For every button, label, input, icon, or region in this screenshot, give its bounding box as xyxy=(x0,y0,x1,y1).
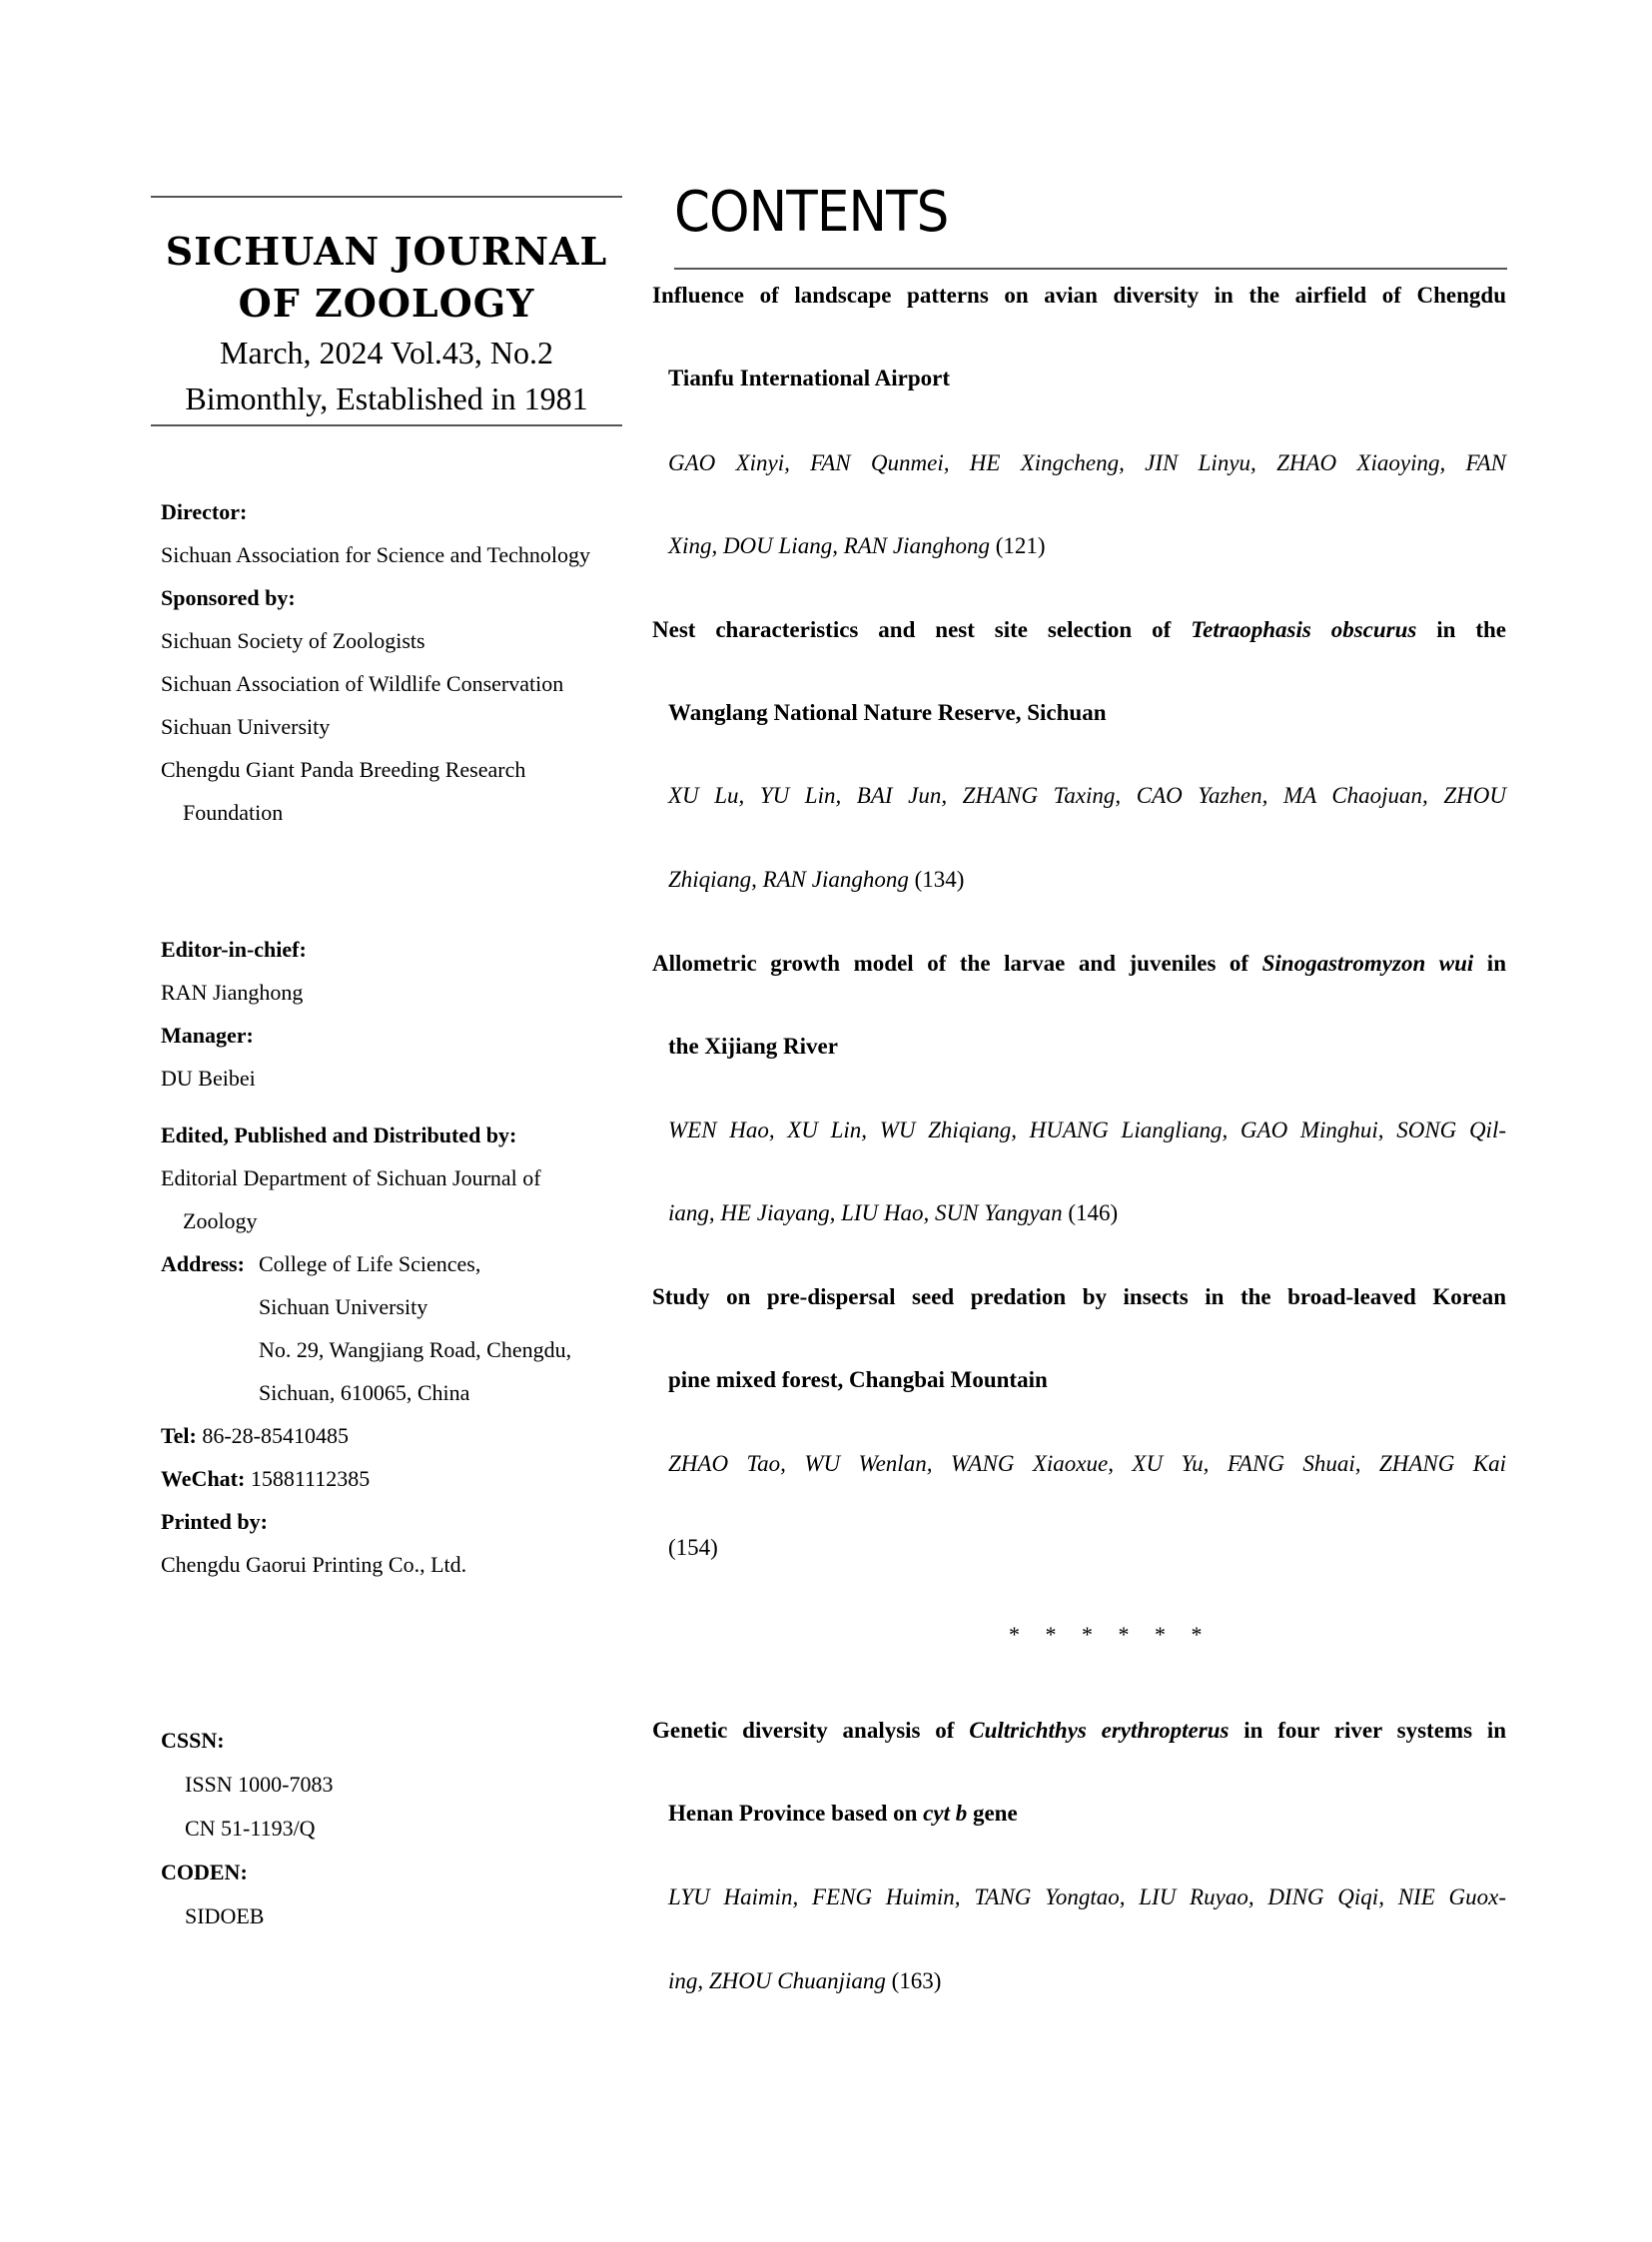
sponsor-item: Sichuan University xyxy=(161,714,331,739)
article-title: the Xijiang River xyxy=(668,1034,838,1059)
sponsor-item: Chengdu Giant Panda Breeding Research xyxy=(161,757,526,782)
masthead-top-rule xyxy=(151,196,622,198)
editor-value: RAN Jianghong xyxy=(161,980,304,1005)
wechat-value: 15881112385 xyxy=(250,1466,371,1491)
article-title: Study on pre-dispersal seed predation by insects in the broad-leaved Korean xyxy=(652,1284,1506,1309)
director-label: Director: xyxy=(161,499,248,524)
edited-value: Editorial Department of Sichuan Journal of xyxy=(161,1165,541,1190)
gene-name: cyt b xyxy=(923,1801,968,1826)
article-title: Influence of landscape patterns on avian diversity in the airfield of Chengdu xyxy=(652,283,1506,308)
tel-label: Tel: xyxy=(161,1423,197,1448)
tel-row xyxy=(161,1423,349,1449)
address-line: Sichuan University xyxy=(259,1294,428,1319)
article-title: Genetic diversity analysis of Cultrichthys erythropterus in four river systems in xyxy=(652,1718,1507,1743)
contents-rule xyxy=(674,268,1507,270)
journal-title-line1: SICHUAN JOURNAL xyxy=(165,229,608,274)
journal-title xyxy=(151,226,622,330)
page-number: (121) xyxy=(995,533,1046,558)
issn-value: ISSN 1000-7083 xyxy=(185,1772,334,1797)
coden-value: SIDOEB xyxy=(185,1903,265,1928)
sponsor-item: Sichuan Society of Zoologists xyxy=(161,628,425,653)
article-authors: ZHAO Tao, WU Wenlan, WANG Xiaoxue, XU Yu, FANG Shuai, ZHANG Kai xyxy=(668,1451,1506,1476)
manager-label: Manager: xyxy=(161,1023,254,1048)
sponsor-item: Foundation xyxy=(183,800,284,825)
species-name: Sinogastromyzon wui xyxy=(1261,951,1474,976)
edited-value: Zoology xyxy=(183,1208,258,1233)
article-authors: iang, HE Jiayang, LIU Hao, SUN Yangyan (146) xyxy=(668,1200,1119,1225)
wechat-label: WeChat: xyxy=(161,1466,246,1491)
address-line: Sichuan, 610065, China xyxy=(259,1380,470,1405)
address-line: College of Life Sciences, xyxy=(259,1251,481,1276)
article-authors: Zhiqiang, RAN Jianghong (134) xyxy=(668,867,965,892)
masthead-bottom-rule xyxy=(151,424,622,426)
manager-value: DU Beibei xyxy=(161,1066,256,1091)
page-number: (134) xyxy=(914,867,965,892)
sponsor-item: Sichuan Association of Wildlife Conservation xyxy=(161,671,564,696)
article-title: Wanglang National Nature Reserve, Sichuan xyxy=(668,700,1107,725)
issue-line: March, 2024 Vol.43, No.2 xyxy=(220,335,553,371)
article-authors: WEN Hao, XU Lin, WU Zhiqiang, HUANG Liangliang, GAO Minghui, SONG Qil- xyxy=(668,1118,1506,1142)
article-title: Tianfu International Airport xyxy=(668,366,950,390)
article-authors: LYU Haimin, FENG Huimin, TANG Yongtao, LIU Ruyao, DING Qiqi, NIE Guox- xyxy=(668,1884,1506,1909)
journal-title-line2: OF ZOOLOGY xyxy=(238,281,535,326)
wechat-row xyxy=(161,1466,370,1492)
article-title: Allometric growth model of the larvae and juveniles of Sinogastromyzon wui in xyxy=(652,951,1506,976)
article-authors: XU Lu, YU Lin, BAI Jun, ZHANG Taxing, CAO Yazhen, MA Chaojuan, ZHOU xyxy=(668,783,1506,808)
frequency-line: Bimonthly, Established in 1981 xyxy=(185,380,588,416)
contents-heading: CONTENTS xyxy=(674,180,949,245)
editor-label: Editor-in-chief: xyxy=(161,937,307,962)
address-line: No. 29, Wangjiang Road, Chengdu, xyxy=(259,1337,572,1362)
cssn-label: CSSN: xyxy=(161,1728,225,1753)
species-name: Cultrichthys erythropterus xyxy=(969,1718,1230,1743)
sponsor-label: Sponsored by: xyxy=(161,585,296,610)
masthead xyxy=(151,226,622,421)
address-label: Address: xyxy=(161,1251,245,1276)
article-title: Nest characteristics and nest site selection of Tetraophasis obscurus in the xyxy=(652,617,1507,642)
page-number: (146) xyxy=(1068,1200,1119,1225)
article-authors: ing, ZHOU Chuanjiang (163) xyxy=(668,1968,942,1993)
director-value: Sichuan Association for Science and Technology xyxy=(161,542,591,567)
section-separator: * * * * * * xyxy=(1009,1622,1213,1647)
article-title: pine mixed forest, Changbai Mountain xyxy=(668,1367,1048,1392)
page-number: (163) xyxy=(891,1968,942,1993)
article-title: Henan Province based on cyt b gene xyxy=(668,1801,1018,1826)
edited-label: Edited, Published and Distributed by: xyxy=(161,1122,517,1147)
article-authors: Xing, DOU Liang, RAN Jianghong (121) xyxy=(668,533,1046,558)
printer-value: Chengdu Gaorui Printing Co., Ltd. xyxy=(161,1552,467,1577)
species-name: Tetraophasis obscurus xyxy=(1191,617,1417,642)
coden-label: CODEN: xyxy=(161,1860,248,1884)
article-authors: GAO Xinyi, FAN Qunmei, HE Xingcheng, JIN Linyu, ZHAO Xiaoying, FAN xyxy=(668,450,1506,475)
cn-value: CN 51-1193/Q xyxy=(185,1816,316,1841)
tel-value: 86-28-85410485 xyxy=(202,1423,350,1448)
printed-label: Printed by: xyxy=(161,1509,268,1534)
page-number: (154) xyxy=(668,1535,718,1560)
